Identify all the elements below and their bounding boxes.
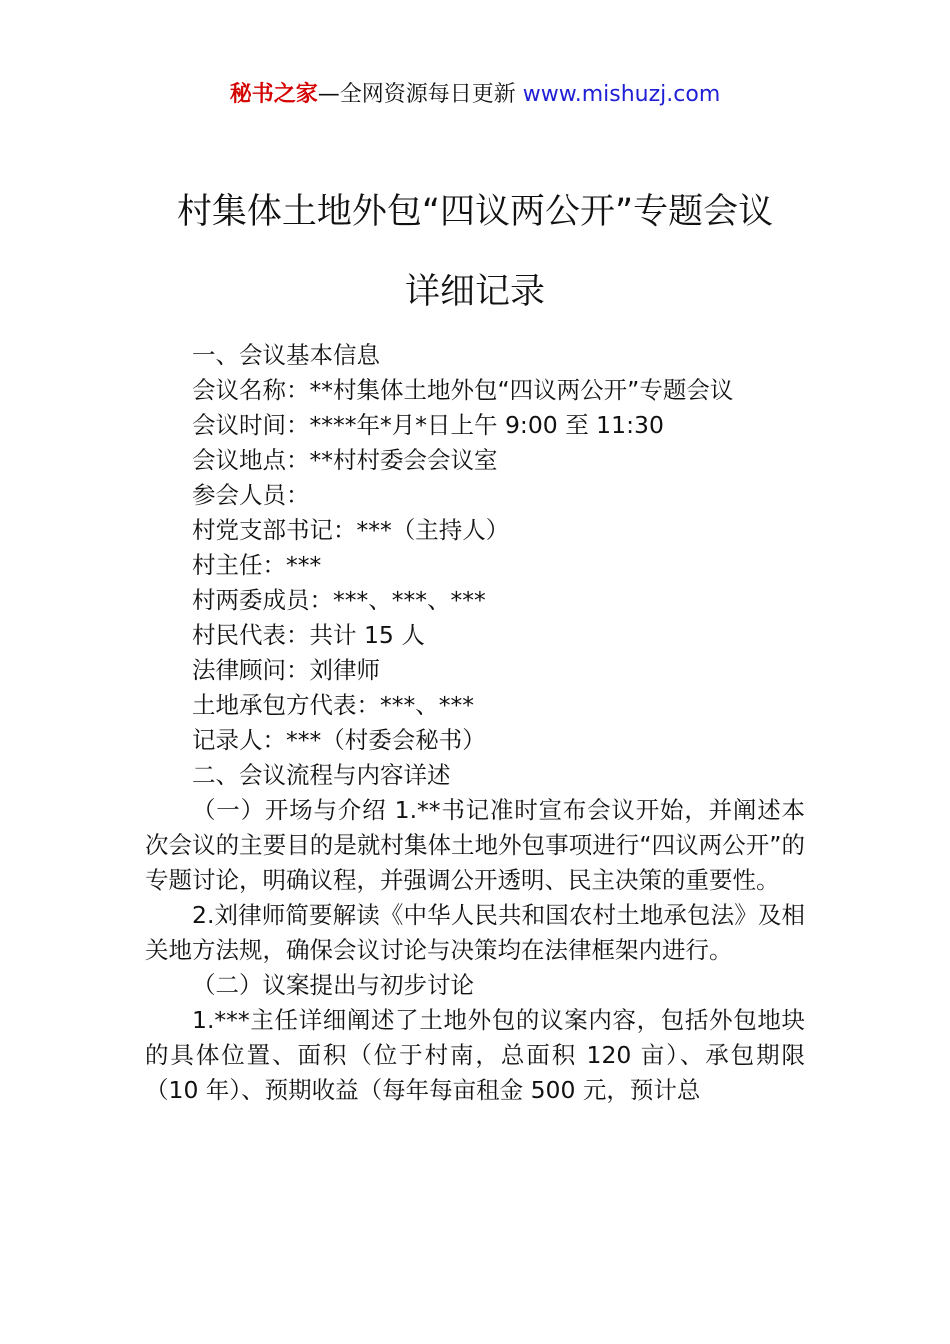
body-paragraph: （一）开场与介绍 1.**书记准时宣布会议开始，并阐述本次会议的主要目的是就村集体土地外包事项进行“四议两公开”的专题讨论，明确议程，并强调公开透明、民主决策的重要性。 [145,796,805,894]
subsection-heading: （二）议案提出与初步讨论 [192,971,474,999]
body-paragraph: 2.刘律师简要解读《中华人民共和国农村土地承包法》及相关地方法规，确保会议讨论与决策均在法律框架内进行。 [145,901,805,964]
info-attendees-label: 参会人员： [192,481,310,509]
attendee-recorder: 记录人：***（村委会秘书） [192,726,486,754]
info-meeting-location: 会议地点：**村村委会会议室 [192,446,498,474]
site-url-link[interactable]: www.mishuzj.com [522,82,721,107]
attendee-director: 村主任：*** [192,551,322,579]
attendee-secretary: 村党支部书记：***（主持人） [192,516,510,544]
section-heading: 二、会议流程与内容详述 [192,761,451,789]
body-paragraph: 1.***主任详细阐述了土地外包的议案内容，包括外包地块的具体位置、面积（位于村南，总面积 120 亩）、承包期限（10 年）、预期收益（每年每亩租金 500 元，预计总 [145,1006,805,1104]
attendee-villagers: 村民代表：共计 15 人 [192,621,425,649]
site-tagline: —全网资源每日更新 [317,82,523,107]
document-title [0,172,950,332]
attendee-committee: 村两委成员：***、***、*** [192,586,486,614]
info-meeting-name: 会议名称：**村集体土地外包“四议两公开”专题会议 [192,376,734,404]
attendee-lawyer: 法律顾问：刘律师 [192,656,380,684]
site-header [0,80,950,110]
document-body [145,338,805,1108]
section-heading: 一、会议基本信息 [192,341,380,369]
site-brand: 秘书之家 [229,82,318,107]
title-line-2: 详细记录 [404,272,545,312]
attendee-contractor: 土地承包方代表：***、*** [192,691,474,719]
info-meeting-time: 会议时间：****年*月*日上午 9:00 至 11:30 [192,411,664,439]
title-line-1: 村集体土地外包“四议两公开”专题会议 [176,192,774,232]
